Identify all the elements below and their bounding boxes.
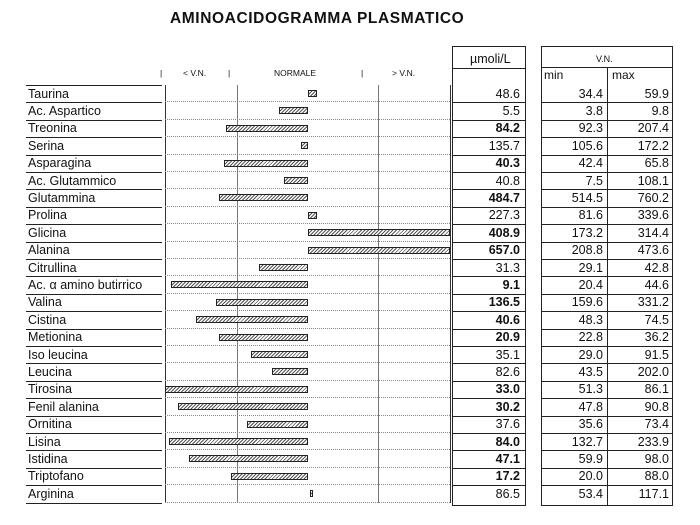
deviation-bar [247,421,308,428]
measured-value: 40.8 [495,173,520,188]
amino-acid-name: Cistina [28,312,67,327]
deviation-bar [219,194,308,201]
chart-row-guide [165,223,450,224]
deviation-bar [259,264,308,271]
measured-value: 82.6 [495,364,520,379]
reference-max: 65.8 [644,156,669,171]
amino-acid-name: Istidina [28,451,68,466]
chart-row-guide [165,449,450,450]
units-header: µmoli/L [470,52,511,66]
reference-min: 42.4 [578,156,603,171]
chart-row-guide [165,119,450,120]
name-top-rule [26,85,162,86]
reference-max: 44.6 [644,277,669,292]
deviation-bar [231,473,308,480]
chart-row-guide [165,310,450,311]
reference-max: 36.2 [644,330,669,345]
amino-acid-name: Citrullina [28,260,77,275]
amino-acid-name: Triptofano [28,469,84,484]
chart-row-guide [165,293,450,294]
chart-sep-left: | [160,68,163,78]
chart-row-guide [165,101,450,102]
amino-acid-name: Valina [28,295,62,310]
reference-min: 51.3 [578,382,603,397]
chart-sep-mid-right: | [361,68,364,78]
name-rule [26,503,162,504]
measured-value: 9.1 [502,277,520,292]
measured-value: 484.7 [488,190,520,205]
reference-min: 92.3 [578,121,603,136]
reference-max: 108.1 [637,173,669,188]
deviation-bar [196,316,308,323]
deviation-bar [308,247,450,254]
reference-max: 202.0 [637,364,669,379]
reference-max: 73.4 [644,417,669,432]
amino-acid-name: Asparagina [28,156,92,171]
deviation-bar [224,160,308,167]
reference-max: 88.0 [644,469,669,484]
reference-min: 47.8 [578,399,603,414]
deviation-bar [310,490,313,497]
chart-right-border [450,85,451,503]
deviation-bar [308,212,317,219]
chart-row-guide [165,432,450,433]
reference-max: 42.8 [644,260,669,275]
reference-max: 74.5 [644,312,669,327]
amino-acid-name: Metionina [28,330,83,345]
reference-min: 132.7 [571,434,603,449]
chart-row-guide [165,397,450,398]
reference-min: 48.3 [578,312,603,327]
reference-min: 173.2 [571,225,603,240]
measured-value: 20.9 [495,330,520,345]
amino-acid-name: Leucina [28,364,72,379]
measured-value: 47.1 [495,451,520,466]
chart-row-guide [165,484,450,485]
reference-min: 43.5 [578,364,603,379]
amino-acid-name: Arginina [28,486,74,501]
amino-acid-name: Alanina [28,243,70,258]
amino-acid-name: Treonina [28,121,77,136]
amino-acid-name: Ac. α amino butirrico [28,277,143,292]
reference-max: 91.5 [644,347,669,362]
deviation-bar [169,438,308,445]
amino-acid-name: Lisina [28,434,61,449]
reference-min: 59.9 [578,451,603,466]
reference-min: 208.8 [571,243,603,258]
chart-row-guide [165,502,450,503]
reference-column-divider [607,67,608,506]
reference-min: 29.1 [578,260,603,275]
chart-row-guide [165,258,450,259]
amino-acid-name: Fenil alanina [28,399,99,414]
reference-max: 760.2 [637,190,669,205]
chart-guide-right [378,85,379,503]
reference-min: 81.6 [578,208,603,223]
reference-max: 207.4 [637,121,669,136]
deviation-bar [279,107,308,114]
measured-value: 17.2 [495,469,520,484]
chart-row-guide [165,345,450,346]
report-title: AMINOACIDOGRAMMA PLASMATICO [170,10,465,27]
reference-max: 314.4 [637,225,669,240]
chart-row-guide [165,415,450,416]
amino-acid-name: Prolina [28,208,67,223]
measured-value: 33.0 [495,382,520,397]
chart-row-guide [165,206,450,207]
measured-value: 408.9 [488,225,520,240]
reference-min: 7.5 [585,173,603,188]
min-header: min [544,68,564,82]
reference-max: 59.9 [644,86,669,101]
reference-max: 233.9 [637,434,669,449]
chart-left-border [165,85,166,503]
reference-min: 20.4 [578,277,603,292]
chart-sep-mid-left: | [228,68,231,78]
reference-min: 105.6 [571,138,603,153]
amino-acid-name: Tirosina [28,382,72,397]
below-range-header: < V.N. [183,68,207,78]
deviation-bar [171,281,308,288]
amino-acid-name: Iso leucina [28,347,88,362]
amino-acid-name: Ac. Glutammico [28,173,117,188]
chart-row-guide [165,136,450,137]
measured-value: 40.3 [495,156,520,171]
reference-max: 117.1 [638,486,669,501]
reference-min: 53.4 [578,486,603,501]
reference-min: 20.0 [578,469,603,484]
deviation-bar [219,334,308,341]
reference-max: 86.1 [644,382,669,397]
measured-value: 136.5 [488,295,520,310]
chart-row-guide [165,241,450,242]
amino-acid-name: Ac. Aspartico [28,103,101,118]
measured-value: 657.0 [488,243,520,258]
reference-min: 159.6 [571,295,603,310]
chart-row-guide [165,154,450,155]
measured-value: 48.6 [495,86,520,101]
chart-row-guide [165,171,450,172]
amino-acid-name: Ornitina [28,417,72,432]
max-header: max [612,68,635,82]
deviation-bar [226,125,308,132]
normal-range-header: NORMALE [274,68,317,78]
measured-value: 135.7 [488,138,520,153]
deviation-bar [272,368,308,375]
deviation-bar [189,455,308,462]
measured-value: 30.2 [495,399,520,414]
amino-acid-name: Taurina [28,86,69,101]
reference-max: 331.2 [637,295,669,310]
measured-value: 227.3 [488,208,520,223]
amino-acid-name: Glutammina [28,190,96,205]
reference-max: 90.8 [644,399,669,414]
reference-min: 22.8 [578,330,603,345]
reference-min: 514.5 [571,190,603,205]
deviation-bar [178,403,308,410]
reference-min: 35.6 [578,417,603,432]
measured-value: 5.5 [502,103,520,118]
deviation-bar [165,386,308,393]
deviation-bar [308,90,317,97]
reference-min: 34.4 [578,86,603,101]
chart-row-guide [165,362,450,363]
deviation-bar [301,142,308,149]
chart-row-guide [165,275,450,276]
units-header-rule [452,68,526,69]
chart-row-guide [165,188,450,189]
amino-acid-name: Glicina [28,225,67,240]
chart-row-guide [165,380,450,381]
deviation-bar [216,299,308,306]
chart-row-guide [165,467,450,468]
deviation-bar [308,229,450,236]
deviation-bar [251,351,308,358]
reference-max: 339.6 [637,208,669,223]
reference-max: 98.0 [644,451,669,466]
reference-max: 9.8 [651,103,669,118]
reference-min: 3.8 [585,103,603,118]
measured-value: 31.3 [495,260,520,275]
deviation-bar [284,177,308,184]
measured-value: 40.6 [495,312,520,327]
above-range-header: > V.N. [392,68,416,78]
measured-value: 84.0 [495,434,520,449]
amino-acid-name: Serina [28,138,65,153]
reference-min: 29.0 [578,347,603,362]
reference-header: V.N. [596,54,613,64]
measured-value: 84.2 [495,121,520,136]
measured-value: 86.5 [495,486,520,501]
chart-row-guide [165,328,450,329]
measured-value: 37.6 [495,417,520,432]
reference-max: 172.2 [637,138,669,153]
measured-value: 35.1 [495,347,520,362]
reference-max: 473.6 [637,243,669,258]
